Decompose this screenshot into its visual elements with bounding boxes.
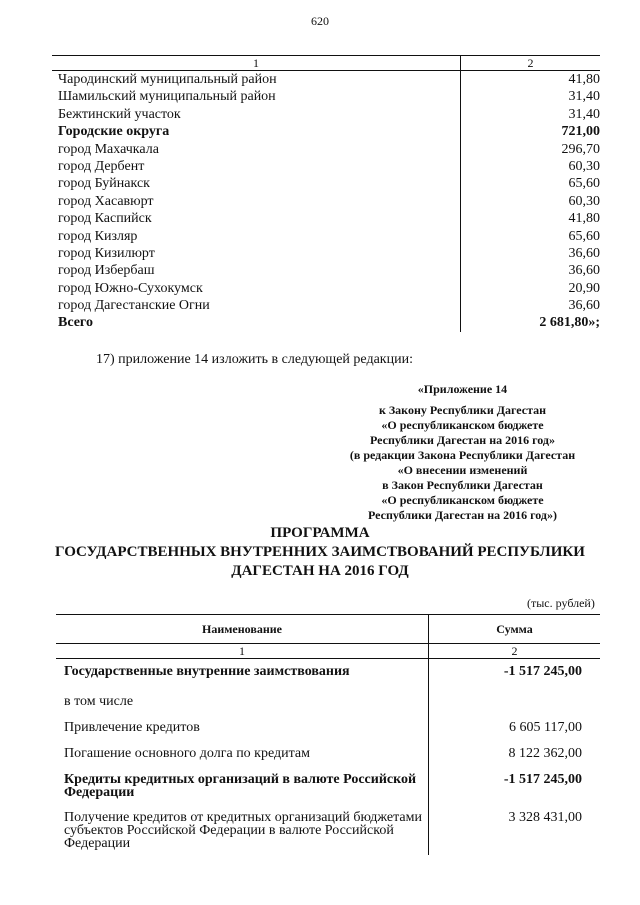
table-row xyxy=(56,717,600,743)
region-name: Бежтинский участок xyxy=(58,106,181,122)
region-name: Городские округа xyxy=(58,124,170,140)
region-value: 31,40 xyxy=(568,89,600,105)
region-value: 60,30 xyxy=(568,158,600,174)
region-value: 41,80 xyxy=(568,72,600,87)
region-name: город Буйнакск xyxy=(58,176,150,192)
region-value: 2 681,80»; xyxy=(539,315,600,331)
regions-table xyxy=(52,55,600,332)
region-name: город Избербаш xyxy=(58,263,155,279)
appendix-line: Республики Дагестан на 2016 год» xyxy=(370,433,555,447)
program-title-line: ДАГЕСТАН НА 2016 ГОД xyxy=(231,563,409,579)
table-row xyxy=(56,807,600,855)
table-row xyxy=(56,769,600,807)
appendix-line: в Закон Республики Дагестан xyxy=(382,478,543,492)
row-name: Привлечение кредитов xyxy=(56,717,429,743)
region-name: город Кизляр xyxy=(58,228,138,244)
row-value: 3 328 431,00 xyxy=(508,810,582,825)
table-row xyxy=(56,743,600,769)
appendix-line: к Закону Республики Дагестан xyxy=(378,403,547,417)
row-value: 8 122 362,00 xyxy=(508,746,582,761)
row-value: -1 517 245,00 xyxy=(503,664,582,679)
page-number: 620 xyxy=(311,14,329,28)
region-value: 65,60 xyxy=(568,176,600,192)
program-title xyxy=(0,524,640,581)
region-value: 20,90 xyxy=(568,280,600,296)
region-value: 721,00 xyxy=(561,124,600,140)
program-title-line: ПРОГРАММА xyxy=(270,525,370,541)
region-value: 65,60 xyxy=(568,228,600,244)
region-value: 41,80 xyxy=(568,211,600,227)
appendix-heading xyxy=(330,382,595,523)
column-number: 1 xyxy=(56,644,429,658)
region-value: 36,60 xyxy=(568,263,600,279)
table-row xyxy=(56,659,600,691)
region-value: 36,60 xyxy=(568,245,600,261)
units-label: (тыс. рублей) xyxy=(527,596,595,610)
appendix-line: «О республиканском бюджете xyxy=(381,493,544,507)
region-value: 296,70 xyxy=(561,141,600,157)
appendix-line: (в редакции Закона Республики Дагестан xyxy=(349,448,576,462)
appendix-line: «О внесении изменений xyxy=(397,463,528,477)
region-name: город Хасавюрт xyxy=(58,193,154,209)
row-name: Государственные внутренние заимствования xyxy=(56,659,429,691)
amendment-paragraph: 17) приложение 14 изложить в следующей редакции: xyxy=(96,352,413,367)
name-column-header: Наименование xyxy=(56,615,429,643)
borrowings-table xyxy=(56,614,600,855)
region-name: Чародинский муниципальный район xyxy=(58,72,277,87)
column-numbers-row xyxy=(56,644,600,659)
row-value: -1 517 245,00 xyxy=(503,772,582,787)
row-name: Кредиты кредитных организаций в валюте Российской Федерации xyxy=(56,769,429,807)
region-name: Шамильский муниципальный район xyxy=(58,89,276,105)
program-title-line: ГОСУДАРСТВЕННЫХ ВНУТРЕННИХ ЗАИМСТВОВАНИЙ РЕСПУБЛИКИ xyxy=(55,544,585,560)
borrowings-table-header xyxy=(56,615,600,644)
row-value xyxy=(429,691,600,717)
region-name: город Дербент xyxy=(58,158,145,174)
region-name: город Кизилюрт xyxy=(58,245,155,261)
region-name: Всего xyxy=(58,315,93,331)
region-name: город Дагестанские Огни xyxy=(58,298,210,314)
column-2-header: 2 xyxy=(527,56,534,70)
region-name: город Каспийск xyxy=(58,211,152,227)
regions-table-header xyxy=(52,56,600,71)
region-value: 60,30 xyxy=(568,193,600,209)
region-name: город Махачкала xyxy=(58,141,159,157)
row-name: Погашение основного долга по кредитам xyxy=(56,743,429,769)
region-names-column xyxy=(52,71,461,332)
appendix-line: «О республиканском бюджете xyxy=(381,418,544,432)
region-value: 36,60 xyxy=(568,298,600,314)
row-name: Получение кредитов от кредитных организаций бюджетами субъектов Российской Федерации в валюте Российской Федерации xyxy=(56,807,429,855)
appendix-title: «Приложение 14 xyxy=(417,382,508,396)
region-name: город Южно-Сухокумск xyxy=(58,280,203,296)
region-values-column xyxy=(461,71,600,332)
row-name: в том числе xyxy=(56,691,429,717)
table-row xyxy=(56,691,600,717)
column-1-header: 1 xyxy=(52,56,461,70)
region-value: 31,40 xyxy=(568,106,600,122)
column-number: 2 xyxy=(511,644,518,658)
sum-column-header: Сумма xyxy=(496,622,533,636)
row-value: 6 605 117,00 xyxy=(509,720,582,735)
appendix-line: Республики Дагестан на 2016 год») xyxy=(368,508,557,522)
